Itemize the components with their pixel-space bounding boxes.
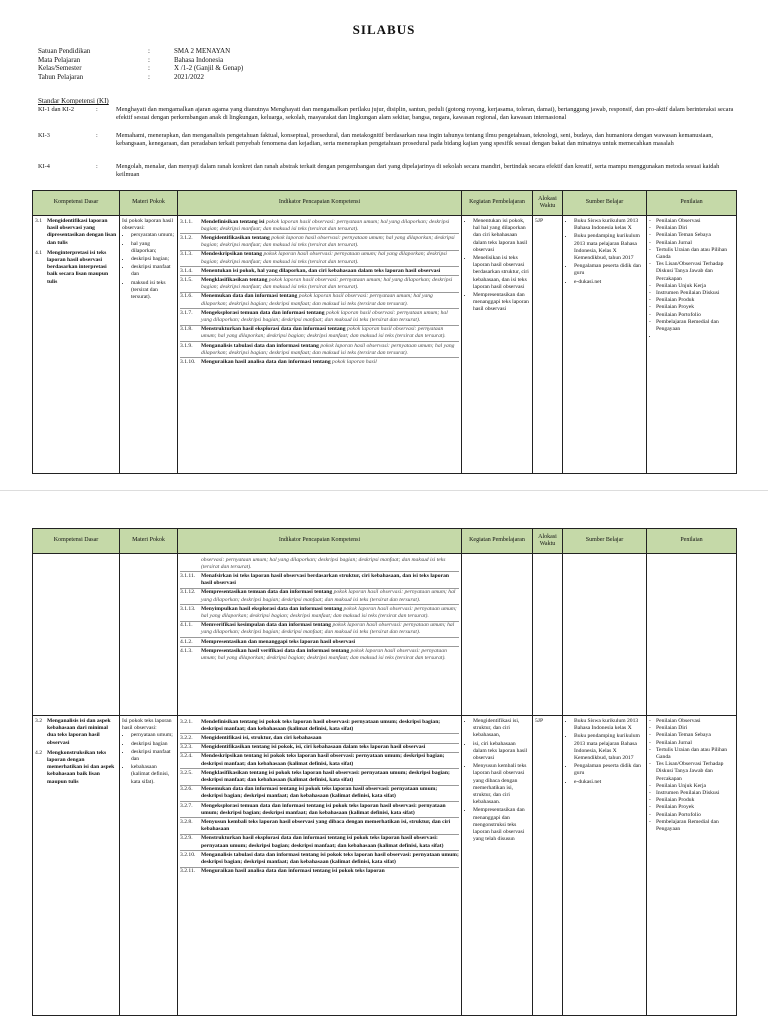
syllabus-table-1	[32, 190, 737, 474]
indikator-item	[180, 251, 459, 267]
indikator-number: 3.2.1.	[180, 718, 193, 725]
indikator-number: 3.1.7.	[180, 309, 193, 316]
list-item: • maksud isi teks (tersirat dan tersurat).	[131, 280, 175, 302]
kd-number: 4.2	[35, 749, 42, 756]
page-gap	[0, 490, 768, 522]
list-item: - Tertulis Uraian dan atau Pilihan Ganda	[649, 747, 734, 761]
header-materi-pokok: Materi Pokok	[120, 191, 178, 216]
list-item: - Penilaian Proyek	[649, 804, 734, 811]
indikator-main: Mengklasifikasikan tentang isi pokok teks laporan hasil observasi: pernyataan umum; deskripsi bagian; deskripsi manfaat; dan kebahasaan (kalimat definisi, kata sifat)	[201, 769, 450, 783]
list-item: - Tes Lisan/Observasi Terhadap Diskusi Tanya Jawab dan Percakapan	[649, 761, 734, 783]
indikator-main: Mempresentasikan temuan data dan informasi tentang	[201, 589, 333, 596]
materi-intro: Isi pokok laporan hasil observasi:	[122, 218, 174, 232]
sumber-cell	[563, 554, 647, 716]
list-item: - Penilaian Produk	[649, 797, 734, 804]
indikator-main: Mempresentasikan dan menanggapi teks laporan hasil observasi	[201, 638, 356, 645]
list-item: • hal yang dilaporkan;	[131, 241, 175, 255]
indikator-item	[180, 556, 459, 572]
indikator-number: 3.1.9.	[180, 342, 193, 349]
indikator-number: 3.2.4.	[180, 753, 193, 760]
indikator-item	[180, 802, 459, 818]
penilaian-bullet	[649, 333, 734, 340]
header-penilaian: Penilaian	[647, 191, 737, 216]
indikator-number: 3.1.2.	[180, 234, 193, 241]
indikator-item	[180, 769, 459, 785]
indikator-item	[180, 744, 459, 753]
page-2	[0, 520, 768, 1024]
indikator-item	[180, 835, 459, 851]
indikator-number: 4.1.1.	[180, 622, 193, 629]
indikator-main: Mendeskripsikan tentang	[201, 251, 263, 258]
indikator-item	[180, 718, 459, 734]
sumber-cell	[563, 216, 647, 474]
header-kegiatan: Kegiatan Pembelajaran	[462, 191, 533, 216]
indikator-main: Menafsirkan isi teks laporan hasil observasi berdasarkan struktur, ciri kebahasaan, dan isi teks laporan hasil observasi	[201, 572, 449, 587]
alokasi-cell: 5JP	[533, 716, 563, 1016]
list-item: • Menentukan isi pokok, hal hal yang dilaporkan dan ciri kebahasaan dalam teks laporan hasil observasi	[473, 218, 530, 254]
kd-number: 3.2	[35, 718, 42, 724]
list-item: - Penilaian Unjuk Kerja	[649, 783, 734, 790]
list-item: - Penilaian Portofolio	[649, 812, 734, 819]
indikator-cell	[178, 216, 462, 474]
kegiatan-cell	[462, 216, 533, 474]
meta-sep: :	[148, 55, 150, 64]
materi-cell	[120, 716, 178, 1016]
ki-key: KI-3	[38, 132, 50, 139]
list-item: • Buku Siswa kurikulum 2013 Bahasa Indonesia kelas X	[574, 218, 644, 232]
indikator-item	[180, 638, 459, 647]
indikator-item	[180, 326, 459, 342]
indikator-main: Mengeksplorasi temuan data dan informasi tentang	[201, 309, 325, 316]
indikator-number: 3.2.9.	[180, 835, 193, 842]
indikator-item	[180, 786, 459, 802]
header-penilaian: Penilaian	[647, 529, 737, 554]
indikator-item	[180, 342, 459, 358]
indikator-number	[180, 557, 201, 571]
indikator-number: 3.1.12.	[180, 589, 196, 596]
indikator-detail: pokok laporan hasil observasi: pernyataan umum; hal yang dilaporkan; deskripsi bagian; deskripsi manfaat; dan maksud isi teks (tersirat dan tersurat).	[201, 589, 456, 603]
meta-row	[38, 56, 738, 65]
syllabus-table-2	[32, 528, 737, 1016]
list-item: • Pengalaman peserta didik dan guru	[574, 763, 644, 777]
meta-key: Kelas/Semester	[38, 64, 82, 72]
indikator-item	[180, 753, 459, 769]
list-item: - Penilaian Teman Sebaya	[649, 732, 734, 739]
indikator-main: Mempresentasikan hasil verifikasi data dan informasi tentang	[201, 647, 350, 654]
materi-cell	[120, 216, 178, 474]
indikator-main: Menentukan isi pokok, hal yang dilaporkan, dan ciri kebahasaan dalam teks laporan hasil observasi	[201, 267, 441, 274]
ki-key: KI-1 dan KI-2	[38, 106, 75, 113]
indikator-main: Menemukan data dan informasi tentang	[201, 293, 298, 300]
ki-value: Menghayati dan mengamalkan ajaran agama yang dianutnya Menghayati dan mengamalkan perilaku jujur, disiplin, santun, peduli (gotong royong, kerjasama, toleran, damai), bertanggung jawab, responsif, dan pro-aktif dalam berinteraksi secara efektif sesuai dengan perkembangan anak di lingkungan, keluarga, sekolah, masyarakat dan lingkungan alam sekitar, bangsa, negara, kawasan regional, dan kawasan internasional	[116, 106, 734, 121]
meta-sep: :	[148, 47, 150, 55]
indikator-main: Mendefinisikan tentang isi	[201, 218, 265, 225]
ki-key: KI-4	[38, 163, 50, 170]
list-item	[658, 333, 734, 340]
identity-block	[38, 47, 738, 81]
indikator-number: 3.2.11.	[180, 868, 196, 875]
list-item: • Buku pendamping kurikulum 2013 mata pelajaran Bahasa Indonesia, Kelas X Kemendikbud, tahun 2017	[574, 733, 644, 762]
indikator-cell	[178, 716, 462, 1016]
list-item: • deskripsi bagian;	[131, 256, 175, 263]
list-item: - Penilaian Observasi	[649, 718, 734, 725]
indikator-main: Menguraikan hasil analisa data dan informasi tentang	[201, 358, 331, 365]
list-item: • isi, ciri kebahasaan dalam teks laporan hasil observasi	[473, 741, 530, 763]
penilaian-cell	[647, 716, 737, 1016]
penilaian-cell	[647, 554, 737, 716]
list-item: • Mempresentasikan dan menanggapi teks laporan hasil observasi	[473, 292, 530, 314]
indikator-item	[180, 572, 459, 588]
kd-text: Menginterpretasi isi teks laporan hasil observasi berdasarkan interpretasi baik secara lisan maupun tulis	[47, 249, 109, 285]
list-item: - Pembelajaran Remedial dan Pengayaan	[649, 819, 734, 833]
indikator-main: Memverifikasi kesimpulan data dan informasi tentang	[201, 622, 332, 629]
kd-text: Mengkonstruksikan teks laporan dengan memerhatikan isi dan aspek kebahasaan baik lisan maupun tulis	[47, 749, 115, 785]
list-item: - Penilaian Diri	[649, 725, 734, 732]
indikator-number: 3.2.10.	[180, 851, 196, 858]
indikator-detail: pokok laporan hasil observasi: pernyataan umum; hal yang dilaporkan; deskripsi bagian; deskripsi manfaat; dan maksud isi teks (tersirat dan tersurat).	[201, 276, 453, 291]
kd-number: 4.1	[35, 249, 42, 256]
list-item: • Menyusun kembali teks laporan hasil observasi yang dibaca dengan memerhatikan isi, struktur, dan ciri kebahasaan.	[473, 763, 530, 806]
list-item: • Mengidentifikasi isi, struktur, dan ciri kebahasaan,	[473, 718, 530, 740]
indikator-item	[180, 647, 459, 662]
indikator-detail: pokok laporan hasil observasi: pernyataan umum; hal yang dilaporkan; deskripsi bagian; deskripsi manfaat; dan maksud isi teks (tersirat dan tersurat).	[201, 622, 455, 636]
list-item: - Tertulis Uraian dan atau Pilihan Ganda	[649, 247, 734, 261]
indikator-item	[180, 309, 459, 325]
kd-cell	[33, 716, 120, 1016]
indikator-item	[180, 851, 459, 867]
indikator-main: Mengidentifikasikan tentang	[201, 234, 270, 241]
indikator-main: Menganalisis tabulasi data dan informasi tentang isi pokok teks laporan hasil observasi: pernyataan umum; deskripsi bagian; deskripsi manfaat; dan kebahasaan (kalimat definisi, kata sifat)	[201, 851, 459, 865]
header-indikator: Indikator Pencapaian Kompetensi	[178, 529, 462, 554]
ki-row	[38, 163, 738, 178]
indikator-detail: pokok laporan hasil observasi: pernyataan umum; hal yang dilaporkan; deskripsi bagian; deskripsi manfaat; dan maksud isi teks (tersirat dan tersurat).	[201, 293, 433, 307]
indikator-main: Menganalisis tabulasi data dan informasi tentang	[201, 342, 319, 349]
list-item: - Penilaian Jurnal	[649, 240, 734, 247]
table-row	[33, 554, 737, 716]
indikator-detail: pokok laporan hasil observasi: pernyataan umum; hal yang dilaporkan; deskripsi bagian; deskripsi manfaat; dan maksud isi teks (tersirat dan tersurat).	[201, 326, 446, 340]
indikator-number: 3.1.13.	[180, 605, 196, 612]
penilaian-list	[649, 218, 734, 333]
indikator-detail: pokok laporan hasil observasi: pernyataan umum; hal yang dilaporkan; deskripsi bagian; deskripsi manfaat; dan maksud isi teks (tersirat dan tersurat).	[201, 309, 448, 323]
list-item: • kebahasaan (kalimat definisi, kata sifat).	[131, 764, 175, 786]
list-item: • e-dukasi.net	[574, 279, 644, 286]
penilaian-list	[649, 718, 734, 833]
table-header-row	[33, 529, 737, 554]
indikator-detail: pokok laporan hasil observasi: pernyataan umum; hal yang dilaporkan; deskripsi bagian; deskripsi manfaat; dan maksud isi teks (tersirat dan tersurat).	[201, 218, 450, 232]
kd-item	[35, 750, 117, 786]
ki-value: Mengolah, menalar, dan menyaji dalam ranah konkret dan ranah abstrak terkait dengan pengembangan dari yang dipelajarinya di sekolah secara mandiri, bertindak secara efektif dan kreatif, serta mampu menggunakan metoda sesuai kaidah keilmuan	[116, 163, 720, 178]
list-item: • Buku pendamping kurikulum 2013 mata pelajaran Bahasa Indonesia, Kelas X Kemendikbud, tahun 2017	[574, 233, 644, 262]
header-alokasi: Alokasi Waktu	[533, 529, 563, 554]
kd-text: Menganalisis isi dan aspek kebahasaan dari minimal dua teks laporan hasil observasi	[47, 718, 111, 746]
meta-value: 2021/2022	[174, 72, 204, 81]
indikator-number: 3.1.8.	[180, 326, 193, 333]
ki-row	[38, 132, 738, 147]
list-item: - Penilaian Portofolio	[649, 312, 734, 319]
indikator-item	[180, 622, 459, 638]
indikator-number: 3.1.5.	[180, 276, 193, 283]
table-row	[33, 716, 737, 1016]
indikator-main: Menemukan data dan informasi tentang isi pokok teks laporan hasil observasi: pernyataan umum; deskripsi bagian; deskripsi manfaat; dan kebahasaan (kalimat definisi, kata sifat)	[201, 786, 438, 800]
list-item: • pernyataan umum;	[131, 732, 175, 739]
indikator-item	[180, 605, 459, 621]
indikator-number: 3.1.1.	[180, 218, 193, 225]
indikator-item	[180, 293, 459, 309]
list-item: • Mempresentasikan dan menanggapi dan mengonstruksi teks laporan hasil observasi yang telah disusun	[473, 807, 530, 843]
indikator-main: Mendeskripsikan tentang isi pokok teks laporan hasil observasi: pernyataan umum; deskripsi bagian; deskripsi manfaat; dan kebahasaan (kalimat definisi, kata sifat)	[201, 753, 445, 767]
materi-cell	[120, 554, 178, 716]
kd-item	[35, 718, 117, 747]
meta-key: Tahun Pelajaran	[38, 72, 84, 81]
sumber-list	[565, 218, 644, 286]
ki-sep: :	[96, 132, 98, 139]
list-item: • deskripsi manfaat dan	[131, 749, 175, 763]
header-sumber: Sumber Belajar	[563, 529, 647, 554]
indikator-number: 4.1.2.	[180, 638, 193, 645]
list-item: - Penilaian Jurnal	[649, 740, 734, 747]
indikator-main: Mengidentifikasikan tentang isi pokok, isi, ciri kebahasaan dalam teks laporan hasil observasi	[201, 744, 426, 751]
list-item: - Penilaian Proyek	[649, 304, 734, 311]
indikator-item	[180, 267, 459, 276]
meta-key: Satuan Pendidikan	[38, 47, 91, 55]
sumber-list	[565, 718, 644, 786]
indikator-number: 3.2.6.	[180, 786, 193, 793]
indikator-item	[180, 276, 459, 292]
list-item: - Tes Lisan/Observasi Terhadap Diskusi Tanya Jawab dan Percakapan	[649, 261, 734, 283]
list-item: - Penilaian Diri	[649, 225, 734, 232]
header-alokasi: Alokasi Waktu	[533, 191, 563, 216]
meta-row	[38, 64, 738, 73]
kd-item	[35, 218, 117, 247]
indikator-item	[180, 589, 459, 605]
table-header-row	[33, 191, 737, 216]
list-item: • deskripsi bagian	[131, 741, 175, 748]
list-item: • persyaratan umum;	[131, 232, 175, 239]
list-item: - Penilaian Observasi	[649, 218, 734, 225]
list-item: • deskripsi manfaat dan	[131, 264, 175, 278]
sumber-cell	[563, 716, 647, 1016]
indikator-main: Menstrukturkan hasil eksplorasi data dan informasi tentang isi pokok teks laporan hasil observasi: pernyataan umum; deskripsi bagian; deskripsi manfaat; dan kebahasaan (kalimat definisi, kata sifat)	[201, 835, 444, 849]
list-item: - Instrumen Penilaian Diskusi	[649, 290, 734, 297]
ki-row	[38, 106, 738, 121]
indikator-number: 3.2.8.	[180, 818, 193, 825]
ki-heading: Standar Kompetensi (KI)	[38, 97, 109, 105]
indikator-item	[180, 234, 459, 250]
list-item: - Instrumen Penilaian Diskusi	[649, 790, 734, 797]
kd-number: 3.1	[35, 218, 42, 224]
meta-key: Mata Pelajaran	[38, 55, 81, 64]
indikator-number: 3.1.4.	[180, 267, 193, 274]
meta-row	[38, 47, 738, 56]
indikator-main: Menstrukturkan hasil eksplorasi data dan informasi tentang	[201, 326, 346, 333]
meta-sep: :	[148, 72, 150, 81]
indikator-number: 3.2.5.	[180, 769, 193, 776]
indikator-number: 3.1.10.	[180, 358, 196, 365]
indikator-main: Menguraikan hasil analisa data dan informasi tentang isi pokok teks laporan	[201, 868, 385, 875]
indikator-item	[180, 734, 459, 743]
indikator-number: 3.2.3.	[180, 744, 193, 751]
list-item: - Penilaian Unjuk Kerja	[649, 283, 734, 290]
indikator-cell	[178, 554, 462, 716]
list-item: • Buku Siswa kurikulum 2013 Bahasa Indonesia kelas X	[574, 718, 644, 732]
indikator-number: 3.2.7.	[180, 802, 193, 809]
header-kegiatan: Kegiatan Pembelajaran	[462, 529, 533, 554]
indikator-main: Mengeksplorasi temuan data dan informasi tentang isi pokok teks laporan hasil observasi: pernyataan umum; deskripsi bagian; deskripsi manfaat; dan kebahasaan (kalimat definisi, kata sifat)	[201, 802, 446, 816]
indikator-main: Menyusun kembali teks laporan hasil observasi yang dibaca dengan memerhatikan isi, struktur, dan ciri kebahasaan	[201, 818, 451, 833]
indikator-main: Menyimpulkan hasil eksplorasi data dan informasi tentang	[201, 605, 343, 612]
list-item: • Menelisikan isi teks laporan hasil observasi berdasarkan struktur, ciri kebahasaan, dan isi teks laporan hasil observasi	[473, 255, 530, 291]
materi-intro: Isi pokok teks laporan hasil observasi:	[122, 718, 172, 732]
indikator-number: 3.1.3.	[180, 251, 193, 258]
meta-value: X /1-2 (Ganjil & Genap)	[174, 64, 244, 72]
indikator-number: 4.1.3.	[180, 647, 193, 654]
penilaian-cell	[647, 216, 737, 474]
indikator-item	[180, 868, 459, 876]
meta-sep: :	[148, 64, 150, 72]
ki-sep: :	[96, 106, 98, 113]
meta-row	[38, 73, 738, 82]
ki-sep: :	[96, 163, 98, 170]
kd-cell	[33, 554, 120, 716]
indikator-detail: pokok laporan hasil observasi: pernyataan umum; hal yang dilaporkan; deskripsi bagian; deskripsi manfaat; dan maksud isi teks (tersirat dan tersurat).	[201, 342, 455, 356]
indikator-item	[180, 358, 459, 366]
indikator-detail: pokok laporan hasil observasi: pernyataan umum; hal yang dilaporkan; deskripsi bagian; deskripsi manfaat; dan maksud isi teks (tersirat dan tersurat).	[201, 234, 455, 249]
materi-list	[122, 732, 175, 785]
indikator-continuation: observasi: pernyataan umum; hal yang dilaporkan; deskripsi bagian; deskripsi manfaat; dan maksud isi teks (tersirat dan tersurat).	[201, 556, 446, 570]
kd-text: Mengidentifikasi laporan hasil observasi yang dipresentasikan dengan lisan dan tulis	[47, 218, 117, 246]
indikator-item	[180, 818, 459, 834]
header-materi-pokok: Materi Pokok	[120, 529, 178, 554]
indikator-detail: pokok laporan hasil	[332, 358, 377, 365]
document-title: SILABUS	[352, 22, 416, 37]
page-1	[0, 0, 768, 490]
alokasi-cell	[533, 554, 563, 716]
indikator-detail: pokok laporan hasil observasi: pernyataan umum; hal yang dilaporkan; deskripsi bagian; deskripsi manfaat; dan maksud isi teks (tersirat dan tersurat).	[201, 605, 457, 619]
indikator-main: Mengklasifikasikan tentang	[201, 276, 268, 283]
alokasi-cell: 5JP	[533, 216, 563, 474]
indikator-main: Mendefinisikan tentang isi pokok teks laporan hasil observasi: pernyataan umum; deskripsi bagian; deskripsi manfaat; dan kebahasaan (kalimat definisi, kata sifat)	[201, 718, 441, 732]
kegiatan-list	[464, 218, 530, 314]
indikator-detail: pokok laporan hasil observasi: pernyataan umum; hal yang dilaporkan; deskripsi bagian; deskripsi manfaat; dan maksud isi teks (tersirat dan tersurat).	[201, 251, 447, 265]
kegiatan-cell	[462, 554, 533, 716]
indikator-main: Mengidentifikasi isi, struktur, dan ciri kebahasaan	[201, 734, 322, 741]
kd-item	[35, 250, 117, 286]
kegiatan-cell	[462, 716, 533, 1016]
materi-list	[122, 232, 175, 301]
list-item: - Penilaian Produk	[649, 297, 734, 304]
meta-value: Bahasa Indonesia	[174, 55, 224, 64]
list-item: • Pengalaman peserta didik dan guru	[574, 263, 644, 277]
indikator-number: 3.1.11.	[180, 572, 196, 579]
meta-value: SMA 2 MENAYAN	[174, 47, 231, 55]
header-kompetensi-dasar: Kompetensi Dasar	[33, 191, 120, 216]
list-item: • e-dukasi.net	[574, 779, 644, 786]
header-sumber: Sumber Belajar	[563, 191, 647, 216]
list-item: - Penilaian Teman Sebaya	[649, 232, 734, 239]
header-kompetensi-dasar: Kompetensi Dasar	[33, 529, 120, 554]
indikator-number: 3.1.6.	[180, 293, 193, 300]
indikator-detail: pokok laporan hasil observasi: pernyataan umum; hal yang dilaporkan; deskripsi bagian; deskripsi manfaat; dan maksud isi teks (tersirat dan tersurat).	[201, 647, 447, 661]
indikator-item	[180, 218, 459, 234]
table-row	[33, 216, 737, 474]
header-indikator: Indikator Pencapaian Kompetensi	[178, 191, 462, 216]
kd-cell	[33, 216, 120, 474]
kegiatan-list	[464, 718, 530, 843]
list-item: - Pembelajaran Remedial dan Pengayaan	[649, 319, 734, 333]
ki-value: Memahami, menerapkan, dan menganalisis pengetahuan faktual, konseptual, prosedural, dan metakognitif berdasarkan rasa ingin tahunya tentang ilmu pengetahuan, teknologi, seni, budaya, dan humaniora dengan wawasan kemanusiaan, kebangsaan, kenegaraan, dan peradaban terkait penyebab fenomena dan kejadian, serta menerapkan pengetahuan prosedural pada bidang kajian yang spesifik sesuai dengan bakat dan minatnya untuk memecahkan masalah	[116, 132, 713, 147]
indikator-number: 3.2.2.	[180, 734, 193, 741]
